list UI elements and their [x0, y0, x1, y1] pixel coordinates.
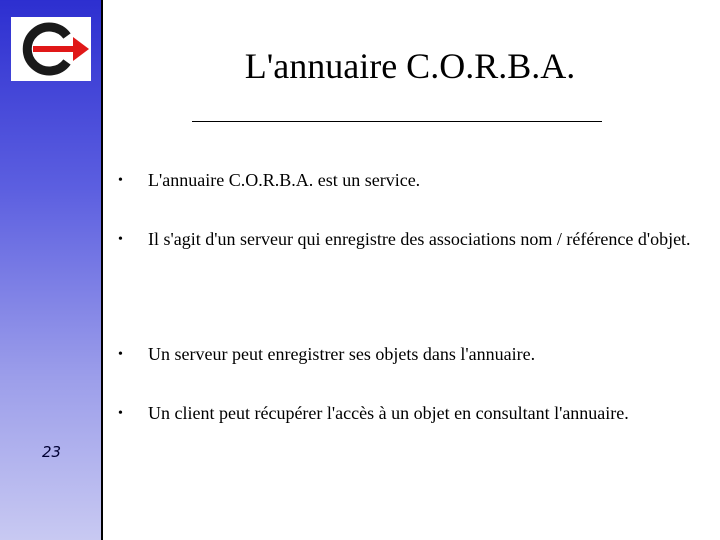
bullet-text: Un client peut récupérer l'accès à un objet en consultant l'annuaire. [148, 403, 629, 423]
bullet-marker: • [118, 232, 123, 247]
bullet-marker: • [118, 406, 123, 421]
bullet-item [118, 152, 708, 209]
title-divider [192, 121, 602, 122]
sidebar [0, 0, 103, 540]
bullet-text: L'annuaire C.O.R.B.A. est un service. [148, 170, 421, 190]
bullet-text: Il s'agit d'un serveur qui enregistre des associations nom / référence d'objet. [148, 229, 691, 249]
c-arrow-logo-icon [11, 17, 91, 81]
bullet-item [118, 211, 708, 268]
bullet-marker: • [118, 173, 123, 188]
slide-title: L'annuaire C.O.R.B.A. [244, 46, 576, 86]
bullet-text: Un serveur peut enregistrer ses objets dans l'annuaire. [148, 344, 536, 364]
bullet-item [118, 385, 708, 442]
bullet-marker: • [118, 347, 123, 362]
bullet-item [118, 326, 708, 383]
page-number: 23 [41, 443, 62, 461]
